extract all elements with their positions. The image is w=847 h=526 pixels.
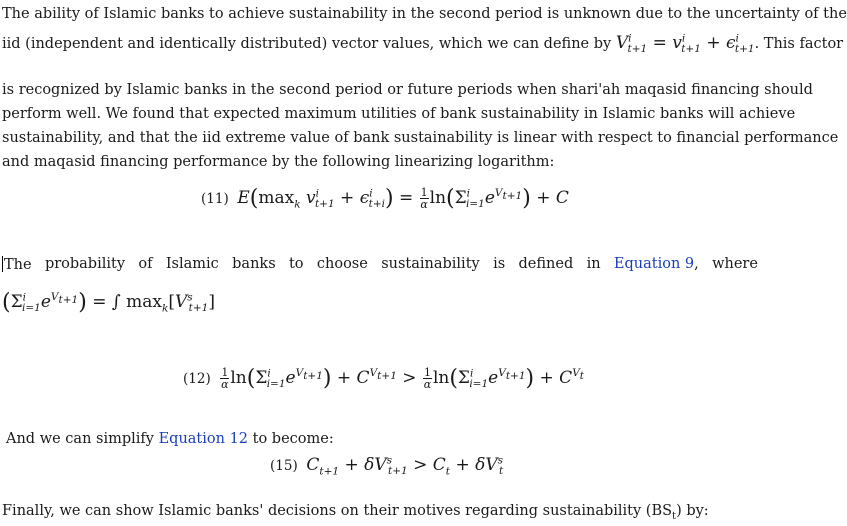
paragraph5: [2, 503, 709, 522]
paragraph4: [6, 431, 334, 447]
paragraph3-word-10: in: [586, 256, 601, 272]
text-cursor: [2, 256, 3, 272]
iid-definition-formula: $V^i_{t+1} = v^i_{t+1} + \epsilon^i_{t+1}$: [615, 32, 755, 56]
paragraph2-line3: sustainability, and that the iid extreme value of bank sustainability is linear with respect to financial performance: [2, 130, 839, 146]
paragraph1-line1: The ability of Islamic banks to achieve sustainability in the second period is unknown due to the uncertainty of the: [2, 6, 847, 22]
paragraph2-line2: perform well. We found that expected maximum utilities of bank sustainability in Islamic banks will achieve: [2, 106, 796, 122]
paragraph2-line1: is recognized by Islamic banks in the second period or future periods when shari'ah maqasid financing should: [2, 82, 813, 98]
paragraph3-word-1: probability: [44, 256, 126, 272]
paragraph3-word-0: The: [4, 257, 32, 273]
paragraph4-text-end: to become:: [252, 431, 334, 447]
paragraph3-word-9: defined: [518, 256, 574, 272]
paragraph3-word-2: of: [138, 256, 153, 272]
paragraph3-word-8: is: [493, 256, 506, 272]
paragraph5-text: Finally, we can show Islamic banks' decisions on their motives regarding sustainability (BS: [2, 503, 673, 519]
paragraph2-line4: and maqasid financing performance by the following linearizing logarithm:: [2, 154, 555, 170]
paragraph5-text-end: ) by:: [676, 503, 709, 519]
equation-15: (15) $C_{t+1} + \delta V^s_{t+1} > C_t + \delta V^s_t$: [270, 454, 504, 478]
equation-12: (12) $\frac{1}{\alpha}$ $\ln(\Sigma^i_{i=1}e^{V_{t+1}}) + C^{V_{t+1}}$ > $\frac{1}{\alpha}$ $\ln(\Sigma^i_{i=1}e^{V_{t+1}}) + C^{V_t}$: [183, 366, 585, 391]
paragraph3-word-3: Islamic: [165, 256, 219, 272]
paragraph5-subscript: t: [672, 510, 677, 522]
paragraph3-word-7: sustainability: [381, 256, 480, 272]
equation-11-number: (11): [201, 191, 229, 207]
paragraph1-line2-text: iid (independent and identically distributed) vector values, which we can define by: [2, 36, 612, 52]
paragraph3-word-4: banks: [232, 256, 276, 272]
paragraph3-line1: The probability of Islamic banks to choose sustainability is defined in Equation 9, where: [4, 256, 758, 273]
equation-12-link[interactable]: Equation 12: [158, 431, 249, 447]
equation-11: (11) $E(\max_k$ $v^i_{t+1} + \epsilon^i_{t+i}$) = $\frac{1}{\alpha}$ $\ln(\Sigma^i_{i=1}e^{V_{t+1}}) + C$: [201, 186, 569, 211]
equation-12-number: (12): [183, 371, 211, 387]
paragraph3-word-6: choose: [316, 256, 368, 272]
paragraph3-word-5: to: [288, 256, 304, 272]
paragraph3-line1-end: where: [712, 256, 758, 272]
equation-15-number: (15): [270, 458, 298, 474]
probability-formula: $(\Sigma^i_{i=1}e^{V_{t+1}})$ = ∫ $\max_k[V^s_{t+1}]$: [2, 290, 215, 315]
equation-9-link[interactable]: Equation 9: [613, 256, 695, 272]
paragraph4-text: And we can simplify: [6, 431, 154, 447]
paragraph1-line2-end: This factor: [763, 36, 844, 52]
paragraph1-line2: iid (independent and identically distributed) vector values, which we can define by $V^i_{t+1} = v^i_{t+1} + \epsilon^i_{t+1}$. This factor: [2, 32, 844, 56]
